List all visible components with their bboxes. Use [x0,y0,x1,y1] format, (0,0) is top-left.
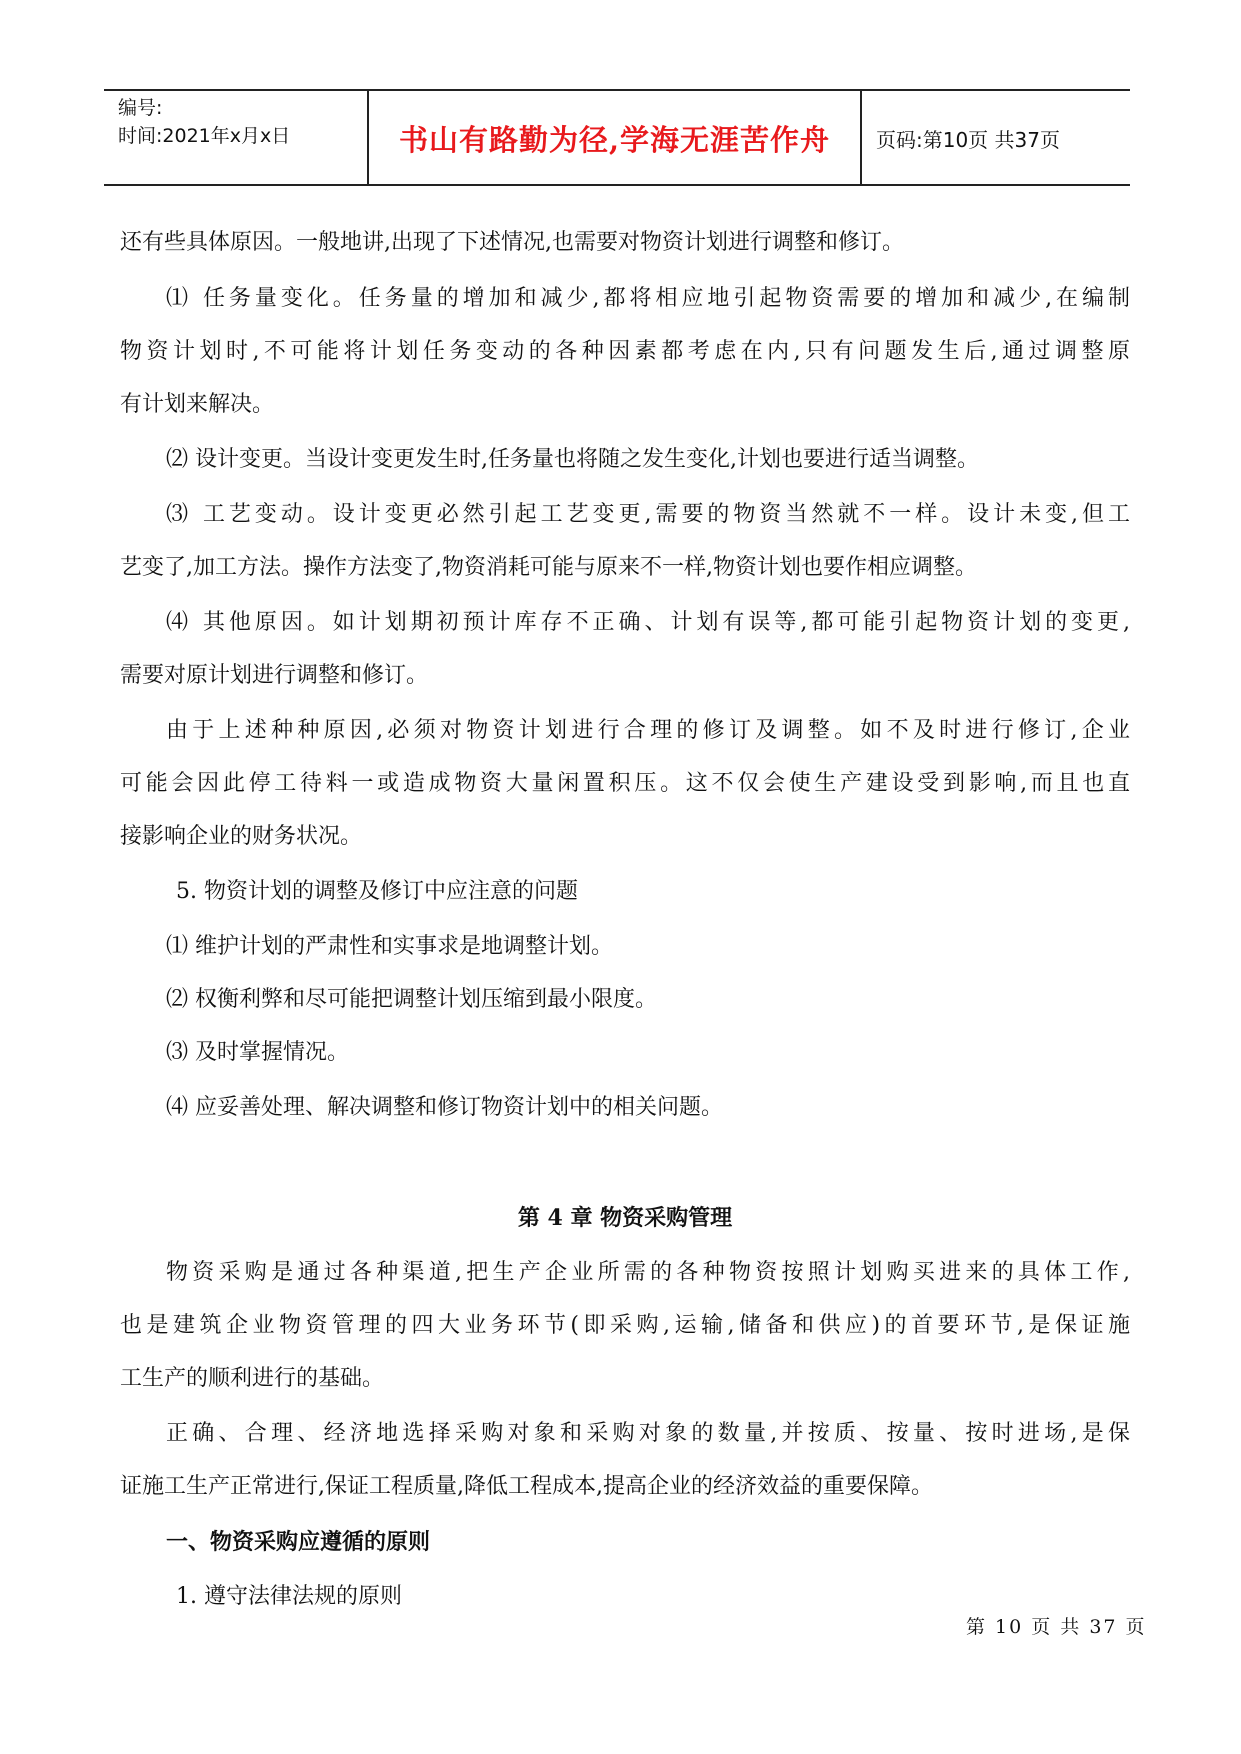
section-heading: 一、物资采购应遵循的原则 [166,1529,431,1555]
paragraph-line: 工生产的顺利进行的基础。 [120,1366,385,1391]
list-item: ⑶ 及时掌握情况。 [166,1040,349,1065]
subsection-heading: 1. 遵守法律法规的原则 [176,1584,402,1609]
document-time-label: 时间:2021年x月x日 [118,125,291,147]
list-heading: 5. 物资计划的调整及修订中应注意的问题 [176,879,578,904]
paragraph-line: 艺变了,加工方法。操作方法变了,物资消耗可能与原来不一样,物资计划也要作相应调整。 [120,555,977,580]
chapter-title: 第 4 章 物资采购管理 [517,1205,733,1231]
paragraph-line: 由于上述种种原因,必须对物资计划进行合理的修订及调整。如不及时进行修订,企业 [166,718,1130,743]
document-number-label: 编号: [118,97,163,119]
paragraph-line: ⑴ 任务量变化。任务量的增加和减少,都将相应地引起物资需要的增加和减少,在编制 [166,286,1130,311]
page-footer: 第 10 页 共 37 页 [966,1616,1147,1638]
page-header [104,89,1130,186]
header-motto: 书山有路勤为径,学海无涯苦作舟 [398,123,831,157]
header-meta [118,94,290,150]
paragraph-line: ⑷ 其他原因。如计划期初预计库存不正确、计划有误等,都可能引起物资计划的变更, [166,610,1130,635]
paragraph-line: 正确、合理、经济地选择采购对象和采购对象的数量,并按质、按量、按时进场,是保 [166,1421,1130,1446]
list-item: ⑷ 应妥善处理、解决调整和修订物资计划中的相关问题。 [166,1095,723,1120]
paragraph-line: 可能会因此停工待料一或造成物资大量闲置积压。这不仅会使生产建设受到影响,而且也直 [120,771,1130,796]
paragraph-line: 证施工生产正常进行,保证工程质量,降低工程成本,提高企业的经济效益的重要保障。 [120,1474,933,1499]
paragraph-line: 还有些具体原因。一般地讲,出现了下述情况,也需要对物资计划进行调整和修订。 [120,230,904,255]
header-page-label: 页码:第10页 共37页 [876,128,1060,152]
list-item: ⑵ 权衡利弊和尽可能把调整计划压缩到最小限度。 [166,987,657,1012]
list-item: ⑴ 维护计划的严肃性和实事求是地调整计划。 [166,934,613,959]
paragraph-line: 有计划来解决。 [120,392,275,417]
paragraph-line: ⑶ 工艺变动。设计变更必然引起工艺变更,需要的物资当然就不一样。设计未变,但工 [166,502,1130,527]
paragraph-line: 物资采购是通过各种渠道,把生产企业所需的各种物资按照计划购买进来的具体工作, [166,1260,1130,1285]
paragraph-line: ⑵ 设计变更。当设计变更发生时,任务量也将随之发生变化,计划也要进行适当调整。 [166,447,979,472]
header-divider [860,91,862,184]
paragraph-line: 接影响企业的财务状况。 [120,824,363,849]
paragraph-line: 物资计划时,不可能将计划任务变动的各种因素都考虑在内,只有问题发生后,通过调整原 [120,339,1130,364]
paragraph-line: 需要对原计划进行调整和修订。 [120,663,429,688]
paragraph-line: 也是建筑企业物资管理的四大业务环节(即采购,运输,储备和供应)的首要环节,是保证施 [120,1313,1130,1338]
